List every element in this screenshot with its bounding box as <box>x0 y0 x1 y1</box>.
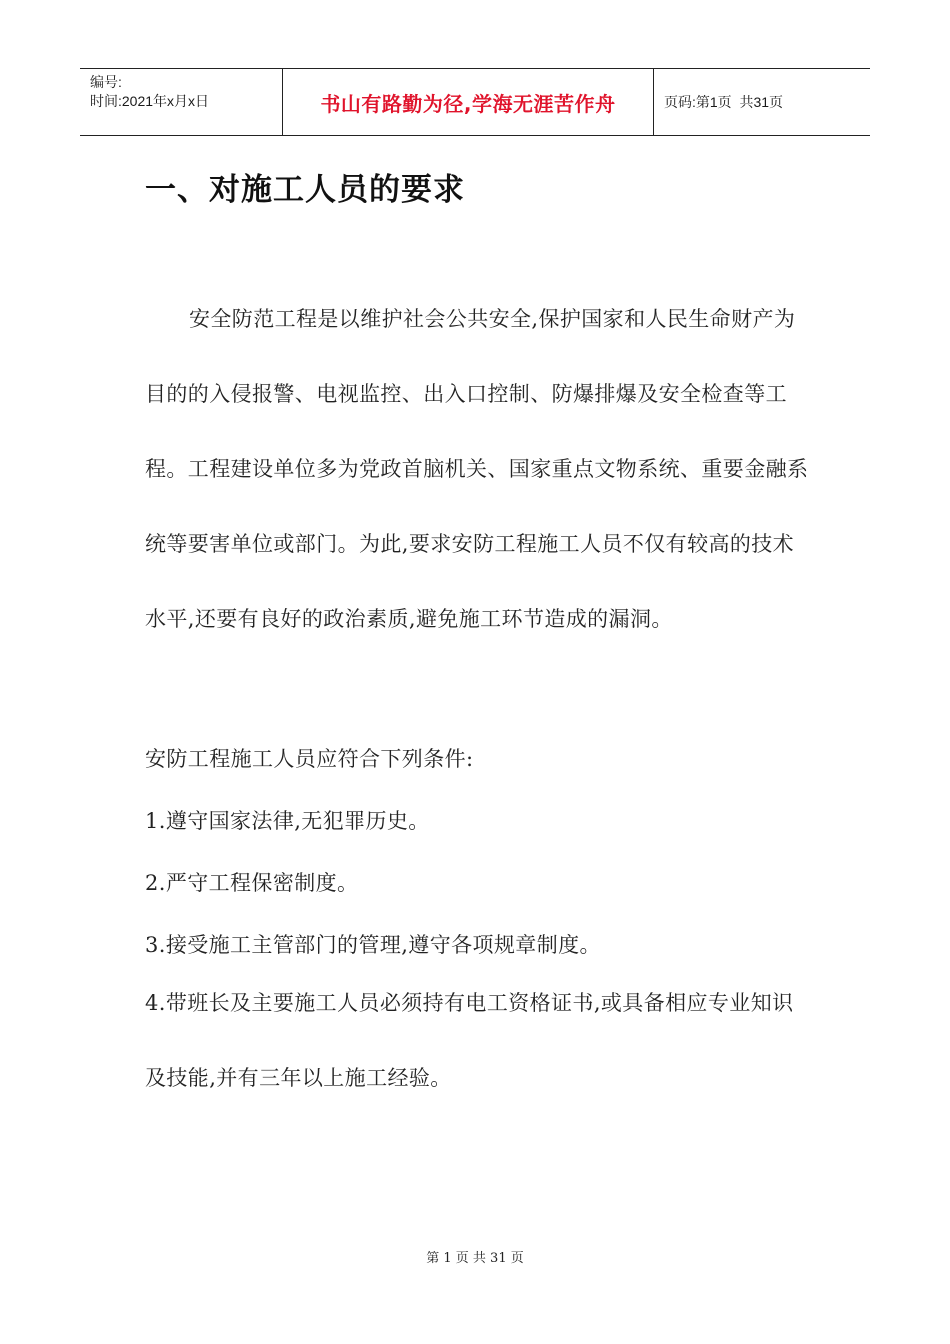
page-footer: 第 1 页 共 31 页 <box>426 1251 524 1266</box>
document-number-label: 编号: <box>90 74 122 90</box>
header-page-number: 页码:第1页 共31页 <box>664 94 784 110</box>
condition-item-3: 3.接受施工主管部门的管理,遵守各项规章制度。 <box>145 933 601 957</box>
header-motto: 书山有路勤为径,学海无涯苦作舟 <box>320 91 616 116</box>
document-header <box>80 68 870 136</box>
section-title: 一、对施工人员的要求 <box>145 172 465 208</box>
header-motto-cell <box>282 69 654 135</box>
conditions-intro: 安防工程施工人员应符合下列条件: <box>145 747 474 771</box>
condition-item-4: 4.带班长及主要施工人员必须持有电工资格证书,或具备相应专业知识及技能,并有三年以上施工经验。 <box>145 991 794 1090</box>
document-time-label: 时间:2021年x月x日 <box>90 93 210 109</box>
header-meta <box>80 69 282 135</box>
condition-item-1: 1.遵守国家法律,无犯罪历史。 <box>145 809 430 833</box>
intro-paragraph: 安全防范工程是以维护社会公共安全,保护国家和人民生命财产为目的的入侵报警、电视监控、出入口控制、防爆排爆及安全检查等工程。工程建设单位多为党政首脑机关、国家重点文物系统、重要金融系统等要害单位或部门。为此,要求安防工程施工人员不仅有较高的技术水平,还要有良好的政治素质,避免施工环节造成的漏洞。 <box>145 307 809 631</box>
condition-item-2: 2.严守工程保密制度。 <box>145 871 359 895</box>
